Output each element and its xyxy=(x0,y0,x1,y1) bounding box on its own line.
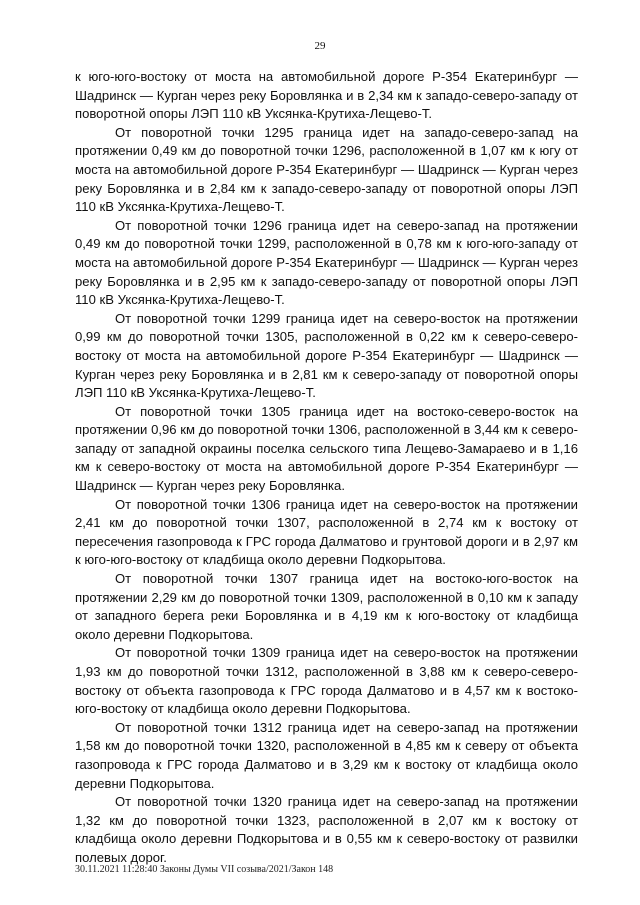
document-body xyxy=(75,68,578,868)
paragraph: От поворотной точки 1307 граница идет на востоко-юго-восток на протяжении 2,29 км до поворотной точки 1309, расположенной в 0,10 км к западу от западного берега реки Боровлянка и в 4,19 км к юго-востоку от кладбища около деревни Подкорытова. xyxy=(75,571,578,642)
footer-stamp: 30.11.2021 11:28:40 Законы Думы VII созыва/2021/Закон 148 xyxy=(75,864,334,875)
paragraph: к юго-юго-востоку от моста на автомобильной дороге Р-354 Екатеринбург — Шадринск — Курган через реку Боровлянка и в 2,34 км к западо-северо-западу от поворотной опоры ЛЭП 110 кВ Уксянка-Крутиха-Лещево-Т. xyxy=(75,69,578,122)
paragraph: От поворотной точки 1306 граница идет на северо-восток на протяжении 2,41 км до поворотной точки 1307, расположенной в 2,74 км к востоку от пересечения газопровода к ГРС города Далматово и грунтовой дороги и в 2,97 км к юго-юго-востоку от кладбища около деревни Подкорытова. xyxy=(75,496,578,568)
page-number: 29 xyxy=(314,40,326,52)
paragraph: От поворотной точки 1295 граница идет на западо-северо-запад на протяжении 0,49 км до поворотной точки 1296, расположенной в 1,07 км к югу от моста на автомобильной дороге Р-354 Екатеринбург — Шадринск — Курган через реку Боровлянка и в 2,84 км к западо-северо-западу от поворотной опоры ЛЭП 110 кВ Уксянка-Крутиха-Лещево-Т. xyxy=(75,124,578,215)
paragraph: От поворотной точки 1296 граница идет на северо-запад на протяжении 0,49 км до поворотной точки 1299, расположенной в 0,78 км к юго-юго-западу от моста на автомобильной дороге Р-354 Екатеринбург — Шадринск — Курган через реку Боровлянка и в 2,95 км к западо-северо-западу от поворотной опоры ЛЭП 110 кВ Уксянка-Крутиха-Лещево-Т. xyxy=(75,217,578,308)
paragraph: От поворотной точки 1312 граница идет на северо-запад на протяжении 1,58 км до поворотной точки 1320, расположенной в 4,85 км к северу от объекта газопровода к ГРС города Далматово и в 3,29 км к востоку от кладбища около деревни Подкорытова. xyxy=(75,719,578,791)
paragraph: От поворотной точки 1309 граница идет на северо-восток на протяжении 1,93 км до поворотной точки 1312, расположенной в 3,88 км к северо-северо-востоку от объекта газопровода к ГРС города Далматово и в 4,57 км к востоко-юго-востоку от кладбища около деревни Подкорытова. xyxy=(75,645,578,717)
paragraph: От поворотной точки 1299 граница идет на северо-восток на протяжении 0,99 км до поворотной точки 1305, расположенной в 0,22 км к северо-северо-востоку от моста на автомобильной дороге Р-354 Екатеринбург — Шадринск — Курган через реку Боровлянка и в 2,81 км к северо-западу от поворотной опоры ЛЭП 110 кВ Уксянка-Крутиха-Лещево-Т. xyxy=(75,310,578,401)
paragraph: От поворотной точки 1305 граница идет на востоко-северо-восток на протяжении 0,96 км до поворотной точки 1306, расположенной в 3,44 км к северо-западу от западной окраины поселка сельского типа Лещево-Замараево и в 1,16 км к северо-востоку от моста на автомобильной дороге Р-354 Екатеринбург — Шадринск — Курган через реку Боровлянка. xyxy=(75,403,578,494)
paragraph: От поворотной точки 1320 граница идет на северо-запад на протяжении 1,32 км до поворотной точки 1323, расположенной в 2,07 км к востоку от кладбища около деревни Подкорытова и в 0,55 км к северо-востоку от развилки полевых дорог. xyxy=(75,794,578,865)
